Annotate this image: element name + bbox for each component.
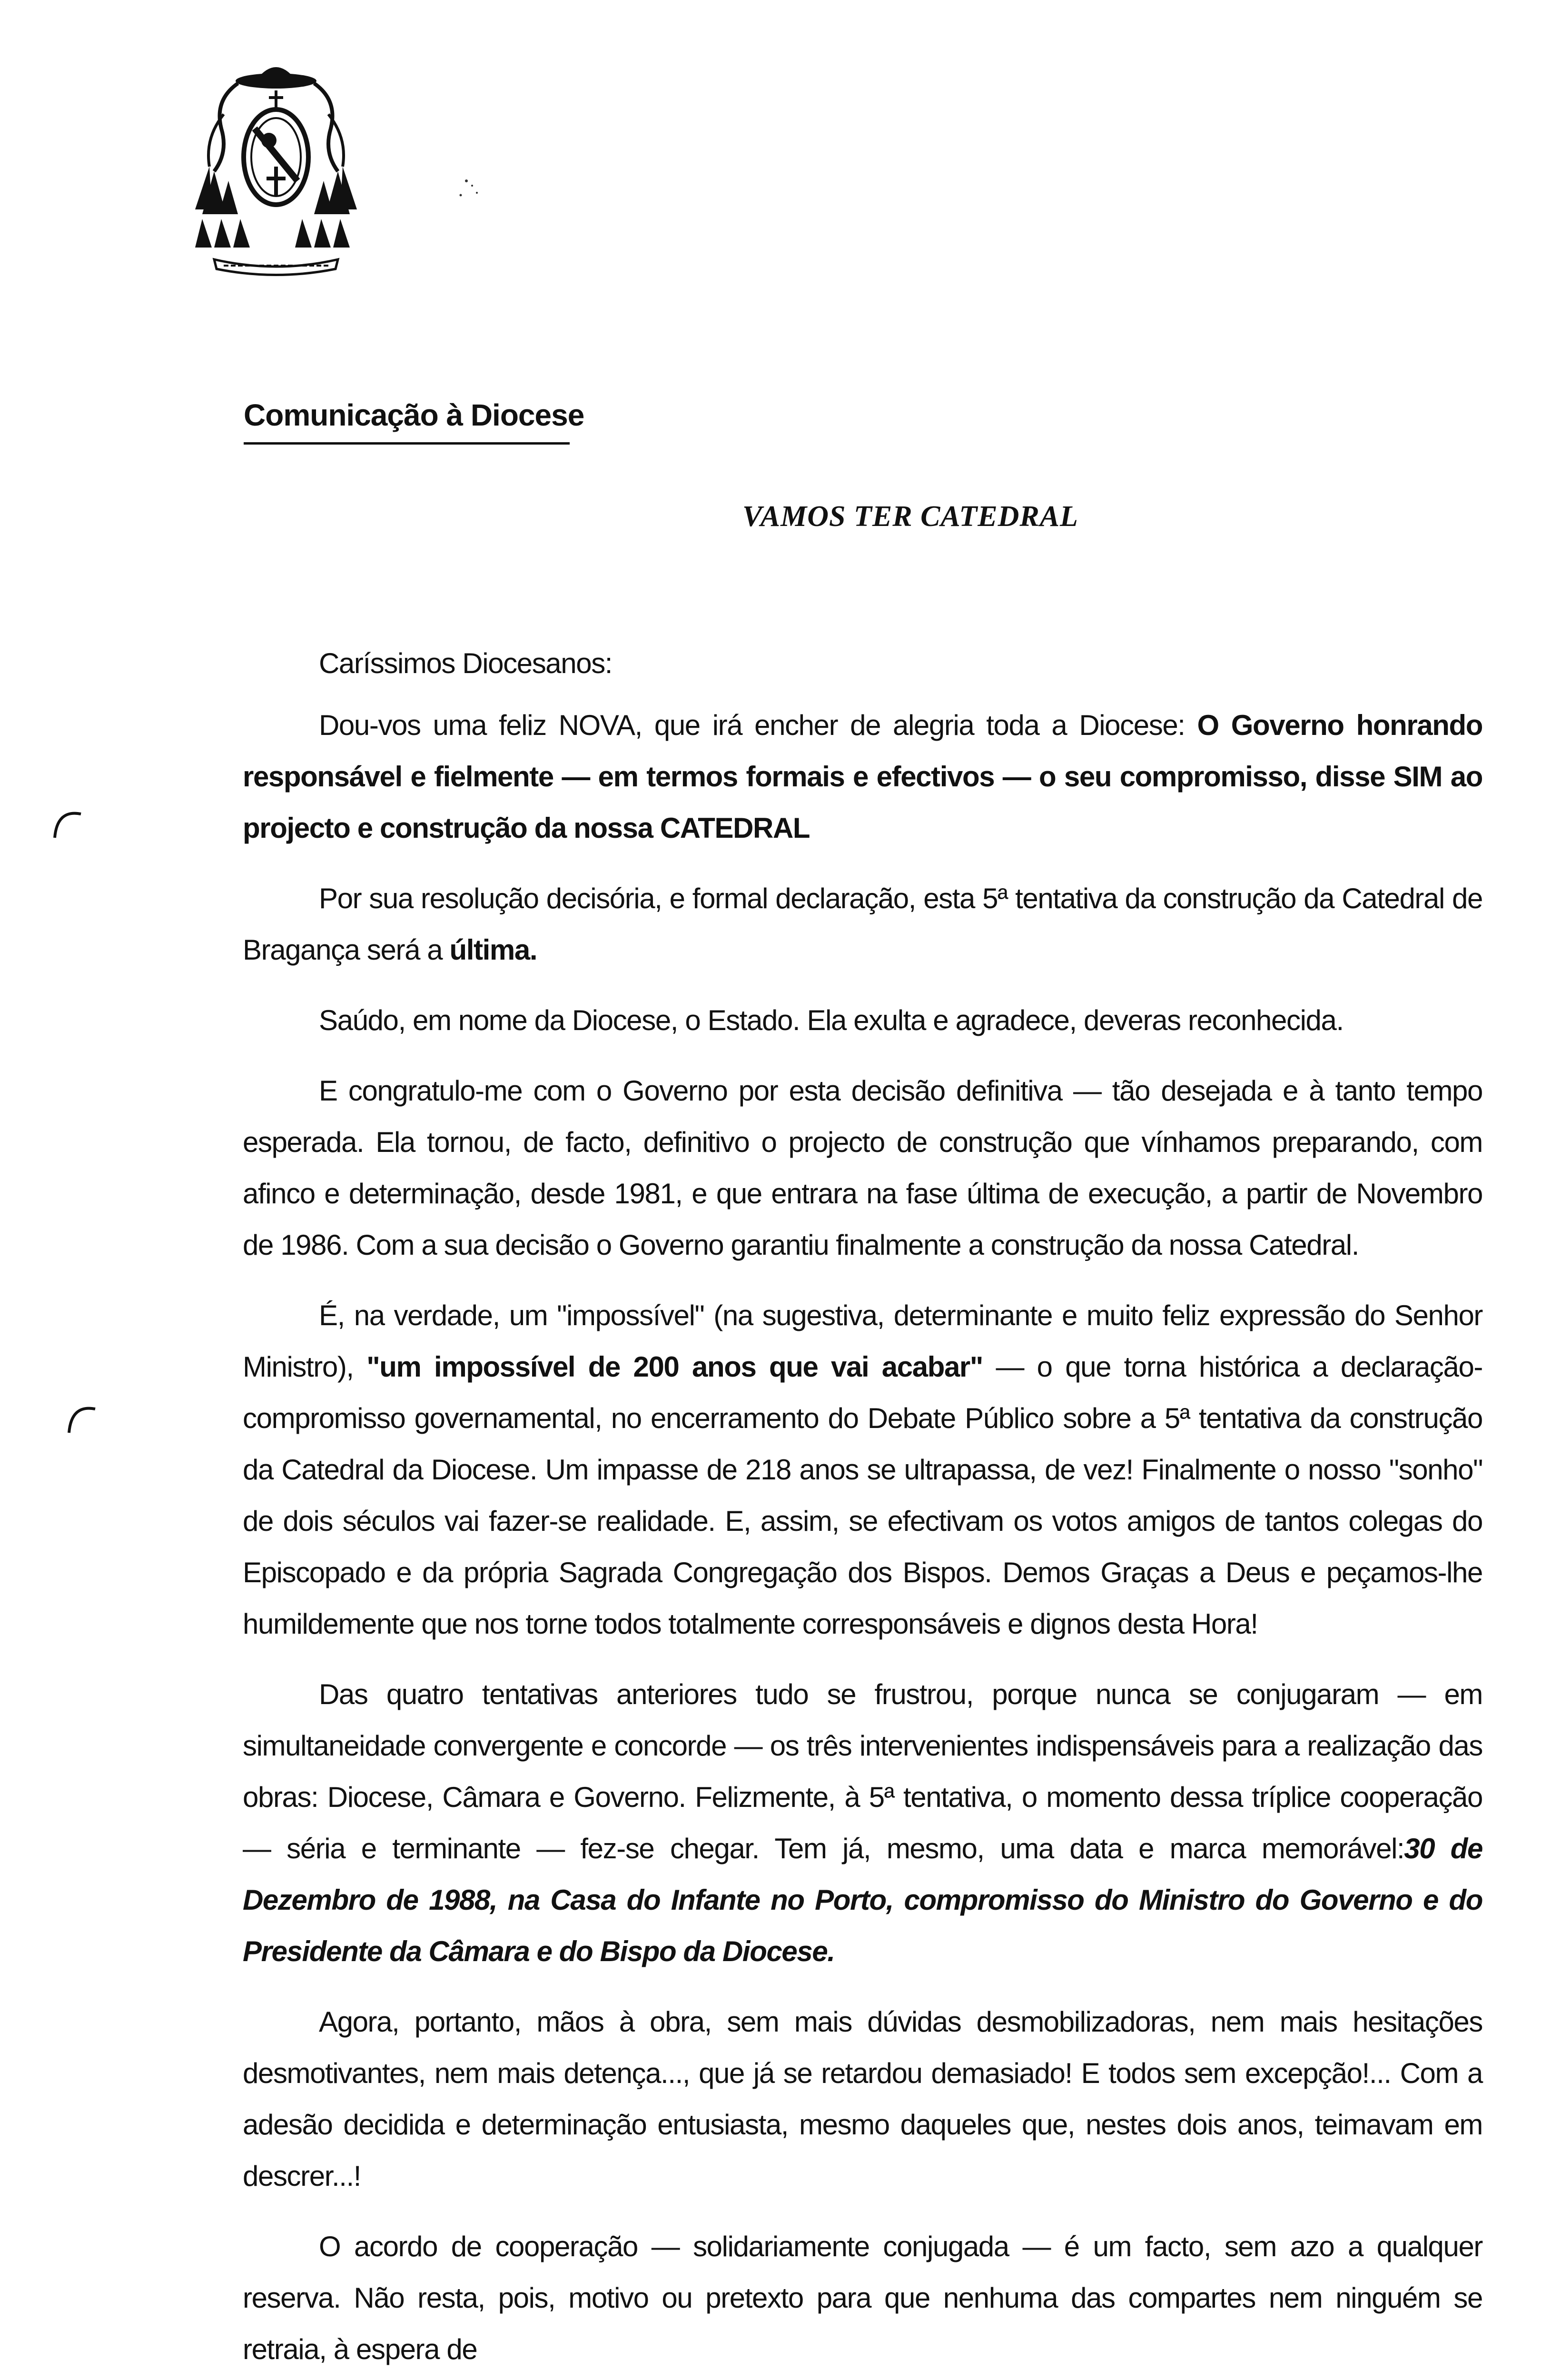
- paragraph-1: Dou-vos uma feliz NOVA, que irá encher de alegria toda a Diocese: O Governo honrando responsável e fielmente — em termos formais e efectivos — o seu compromisso, disse SIM ao projecto e construção da nossa CATEDRAL: [243, 709, 1483, 844]
- paragraph-4: E congratulo-me com o Governo por esta decisão definitiva — tão desejada e à tanto tempo esperada. Ela tornou, de facto, definitivo o projecto de construção que vínhamos preparando, com afinco e determinação, desde 1981, e que entrara na fase última de execução, a partir de Novembro de 1986. Com a sua decisão o Governo garantiu finalmente a construção da nossa Catedral.: [243, 1075, 1482, 1261]
- episcopal-coat-of-arms: [186, 57, 366, 276]
- paragraph-2: Por sua resolução decisória, e formal declaração, esta 5ª tentativa da construção da Catedral de Bragança será a última.: [243, 883, 1482, 966]
- document-headline: VAMOS TER CATEDRAL: [742, 500, 1078, 533]
- paragraph-5: É, na verdade, um "impossível" (na sugestiva, determinante e muito feliz expressão do Senhor Ministro), "um impossível de 200 anos que vai acabar" — o que torna histórica a declaração-compromisso governamental, no encerramento do Debate Público sobre a 5ª tentativa da construção da Catedral da Diocese. Um impasse de 218 anos se ultrapassa, de vez! Finalmente o nosso "sonho" de dois séculos vai fazer-se realidade. E, assim, se efectivam os votos amigos de tantos colegas do Episcopado e da própria Sagrada Congregação dos Bispos. Demos Graças a Deus e peçamos-lhe humildemente que nos torne todos totalmente corresponsáveis e dignos desta Hora!: [243, 1299, 1482, 1640]
- letter-body: [243, 638, 1482, 2380]
- scan-speck: [452, 176, 490, 205]
- paragraph-7: Agora, portanto, mãos à obra, sem mais dúvidas desmobilizadoras, nem mais hesitações desmotivantes, nem mais detença..., que já se retardou demasiado! E todos sem excepção!... Com a adesão decidida e determinação entusiasta, mesmo daqueles que, nestes dois anos, teimavam em descrer...!: [243, 2006, 1482, 2192]
- punch-hole-mark: [62, 1399, 105, 1438]
- paragraph-8: O acordo de cooperação — solidariamente conjugada — é um facto, sem azo a qualquer reserva. Não resta, pois, motivo ou pretexto para que nenhuma das compartes nem ninguém se retraia, à espera de: [243, 2231, 1482, 2365]
- salutation: Caríssimos Diocesanos:: [319, 647, 613, 679]
- paragraph-3: Saúdo, em nome da Diocese, o Estado. Ela exulta e agradece, deveras reconhecida.: [319, 1004, 1344, 1036]
- paragraph-6: Das quatro tentativas anteriores tudo se frustrou, porque nunca se conjugaram — em simultaneidade convergente e concorde — os três intervenientes indispensáveis para a realização das obras: Diocese, Câmara e Governo. Felizmente, à 5ª tentativa, o momento dessa tríplice cooperação — séria e terminante — fez-se chegar. Tem já, mesmo, uma data e marca memorável:30 de Dezembro de 1988, na Casa do Infante no Porto, compromisso do Ministro do Governo e do Presidente da Câmara e do Bispo da Diocese.: [243, 1678, 1482, 1967]
- punch-hole-mark: [48, 804, 90, 843]
- page-heading: Comunicação à Diocese: [244, 397, 570, 445]
